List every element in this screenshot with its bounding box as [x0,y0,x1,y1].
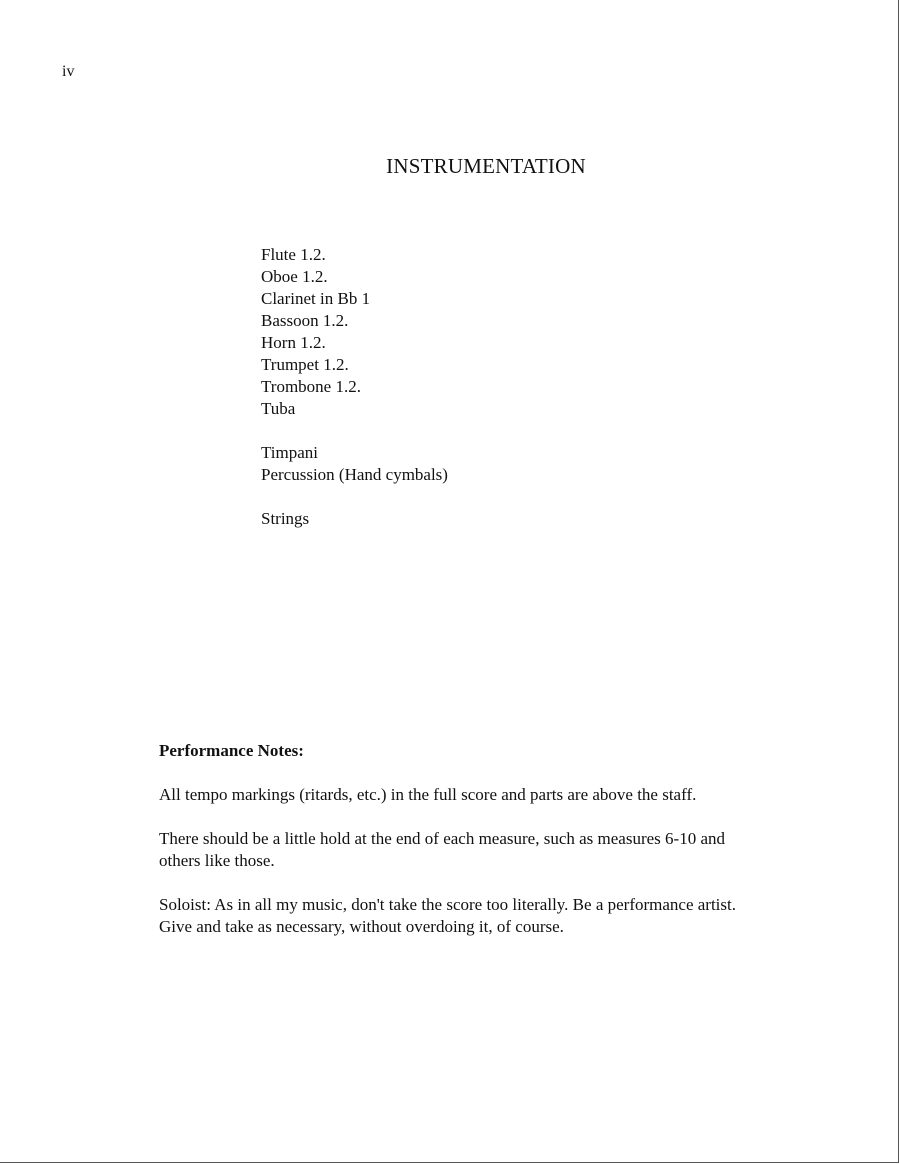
instrument-item: Bassoon 1.2. [261,311,349,330]
note-paragraph-tempo [159,784,839,806]
instrument-item: Trumpet 1.2. [261,355,349,374]
note-line: Give and take as necessary, without overdoing it, of course. [159,917,564,936]
instrument-item: Trombone 1.2. [261,377,361,396]
instrument-item: Flute 1.2. [261,245,326,264]
note-line: others like those. [159,851,275,870]
instrument-group-percussion [261,442,448,486]
instrument-item: Horn 1.2. [261,333,326,352]
instrument-group-strings [261,508,448,530]
note-line: Soloist: As in all my music, don't take the score too literally. Be a performance artist. [159,895,736,914]
instrument-item: Timpani [261,443,319,462]
performance-notes [159,740,839,960]
note-line: There should be a little hold at the end of each measure, such as measures 6-10 and [159,829,725,848]
instrument-item: Strings [261,509,310,528]
instrument-item: Oboe 1.2. [261,267,328,286]
note-paragraph-hold [159,828,839,872]
page-number: iv [62,63,75,80]
note-paragraph-soloist [159,894,839,938]
instrument-item: Tuba [261,399,296,418]
instrument-item: Clarinet in Bb 1 [261,289,371,308]
instrument-item: Percussion (Hand cymbals) [261,465,448,484]
instrument-group-winds-brass [261,244,448,420]
performance-notes-heading: Performance Notes: [159,741,304,760]
note-line: All tempo markings (ritards, etc.) in the full score and parts are above the staff. [159,785,697,804]
page-title: INSTRUMENTATION [386,154,586,178]
instrument-list [261,244,448,552]
